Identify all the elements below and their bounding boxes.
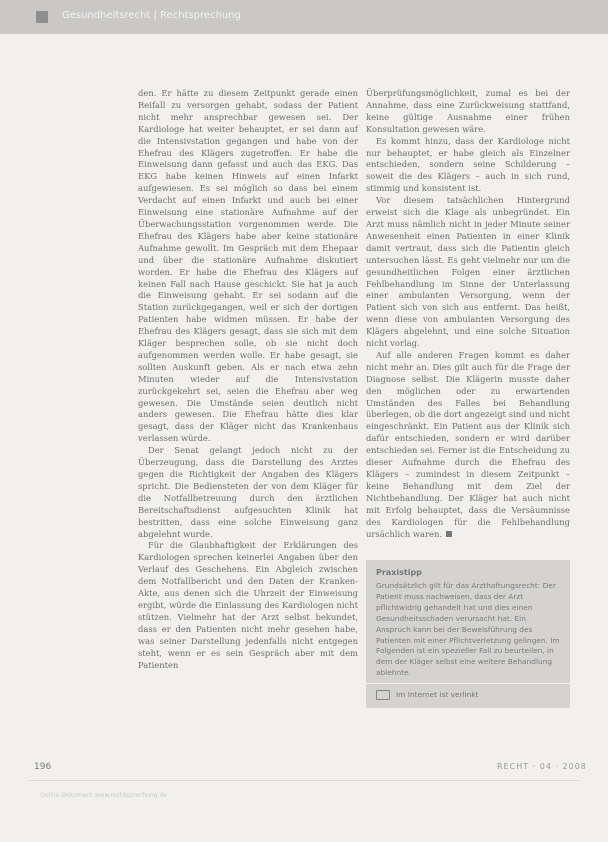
- footnote: Online-Dokument www.rechtsprechung.de: [40, 792, 167, 799]
- section-marker-icon: [36, 11, 48, 23]
- journal-label: RECHT · 04 · 2008: [497, 762, 587, 771]
- paragraph: Überprüfungsmöglichkeit, zumal es bei der Annahme, dass eine Zurückweisung stattfand, keine gültige Ausnahme einer frühen Konsultation gewesen wäre.: [366, 88, 570, 134]
- page-number: 196: [34, 762, 52, 772]
- paragraph-last: [366, 350, 570, 541]
- paragraph: Für die Glaubhaftigkeit der Erklärungen des Kardiologen sprechen keinerlei Angaben über den Verlauf des Geschehens. Ein Abgleich zwischen dem Notfallbericht und den Daten der Kranken- Akte, aus denen sich die Uhrzeit der Einweisung ergibt, würde die Einlassung des Kardiologen nicht stützen. Vielmehr hat der Arzt selbst bekundet, dass er den Patienten nicht mehr gesehen habe, was seiner Darstellung jedenfalls nicht entgegen steht, wenn er es sein Gespräch aber mit dem Patienten: [138, 540, 358, 670]
- link-label: Im Internet ist verlinkt: [396, 690, 479, 699]
- paragraph-text: Auf alle anderen Fragen kommt es daher nicht mehr an. Dies gilt auch für die Frage der Diagnose selbst. Die Klägerin musste daher den möglichen oder zu erwartenden Umständen des Falles bei Behandlung überlegen, ob die dort angezeigt sind und nicht eingeschränkt. Ein Patient aus der Klinik sich dafür entschieden, sondern er wird darüber entschieden sei. Ferner ist die Entscheidung zu dieser Aufnahme durch die Ehefrau des Klägers – zumindest in diesem Zeitpunkt – keine Behandlung mit dem Ziel der Nichtbehandlung. Der Kläger hat auch nicht mit Erfolg behauptet, dass die Versäumnisse des Kardiologen für die Fehlbehandlung ursächlich waren.: [366, 349, 570, 539]
- box-divider: [366, 683, 570, 684]
- paragraph: den. Er hätte zu diesem Zeitpunkt gerade einen Reifall zu versorgen gehabt, sodass der Patient nicht mehr ansprechbar gewesen sei. Der Kardiologe hat weiter behauptet, er sei dann auf die Intensivstation gegangen und habe von der Ehefrau des Klägers zugetroffen. Er habe die Einweisung dann gefasst und auch das EKG. Das EKG habe keinen Hinweis auf einen Infarkt aufgewiesen. Es sei möglich so dass bei einem Verdacht auf einen Infarkt und auch bei einer Einweisung eine stationäre Aufnahme auf der Überwachungsstation vorgenommen werde. Die Ehefrau des Klägers habe aber keine stationäre Aufnahme gewollt. Im Gespräch mit dem Ehepaar und über die stationäre Aufnahme diskutiert worden. Er habe die Ehefrau des Klägers auf keinen Fall nach Hause geschickt. Sie hat ja auch die Einweisung gehabt. Er sei sodann auf die Station zurückgegangen, weil er sich der dortigen Patienten habe widmen müssen. Er habe der Ehefrau des Klägers gesagt, dass sie sich mit dem Kläger besprechen solle, ob sie nicht doch aufgenommen werden wolle. Er habe gesagt, sie sollten Auskunft geben. Als er nach etwa zehn Minuten wieder auf die Intensivstation zurückgekehrt sei, seien die Ehefrau aber weg gewesen. Die Umstände seien deutlich nicht anders gewesen. Die Ehefrau hätte dies klar gesagt, dass der Kläger nicht das Krankenhaus verlassen würde.: [138, 88, 358, 444]
- page-header: [0, 0, 608, 34]
- box-title: Praxistipp: [376, 568, 422, 577]
- section-title: Gesundheitsrecht | Rechtsprechung: [62, 10, 241, 21]
- box-text: Grundsätzlich gilt für das Arzthaftungsrecht: Der Patient muss nachweisen, dass der Arzt pflichtwidrig gehandelt hat und dies einen Gesundheitsschaden verursacht hat. Ein Anspruch kann bei der Beweisführung des Patienten mit einer Pflichtverletzung gelingen. Im Folgenden ist ein spezieller Fall zu beurteilen, in dem der Kläger selbst eine weitere Behandlung ablehnte.: [376, 581, 560, 678]
- footer-divider: [28, 780, 580, 781]
- paragraph: Der Senat gelangt jedoch nicht zu der Überzeugung, dass die Darstellung des Arztes gegen die Richtigkeit der Angaben des Klägers spricht. Die Bediensteten der von dem Kläger für die Notfallbetreuung durch den ärztlichen Bereitschaftsdienst aufgesuchten Klinik hat bestritten, dass eine solche Einweisung ganz abgelehnt wurde.: [138, 445, 358, 539]
- practice-tip-box: [366, 560, 570, 708]
- online-link[interactable]: [376, 690, 479, 700]
- end-mark-icon: [446, 531, 452, 537]
- paragraph: Es kommt hinzu, dass der Kardiologe nicht nur behauptet, er habe gleich als Einzelner entschieden, sondern seine Schilderung – soweit die des Klägers – auch in sich rund, stimmig und konsistent ist.: [366, 135, 570, 194]
- left-column: [138, 88, 358, 671]
- monitor-icon: [376, 690, 390, 700]
- paragraph: Vor diesem tatsächlichen Hintergrund erweist sich die Klage als unbegründet. Ein Arzt muss nämlich nicht in jeder Minute seiner Anwesenheit einen Patienten in einer Klinik damit vertraut, dass sich die Patientin gleich untersuchen lässt. Es geht vielmehr nur um die gesundheitlichen Folgen einer ärztlichen Fehlbehandlung im Sinne der Unterlassung einer ambulanten Versorgung, wenn der Patient sich von sich aus entfernt. Das heißt, wenn diese von ambulanten Versorgung des Klägers abgelehnt, und eine solche Situation nicht vorlag.: [366, 195, 570, 349]
- right-column: [366, 88, 570, 540]
